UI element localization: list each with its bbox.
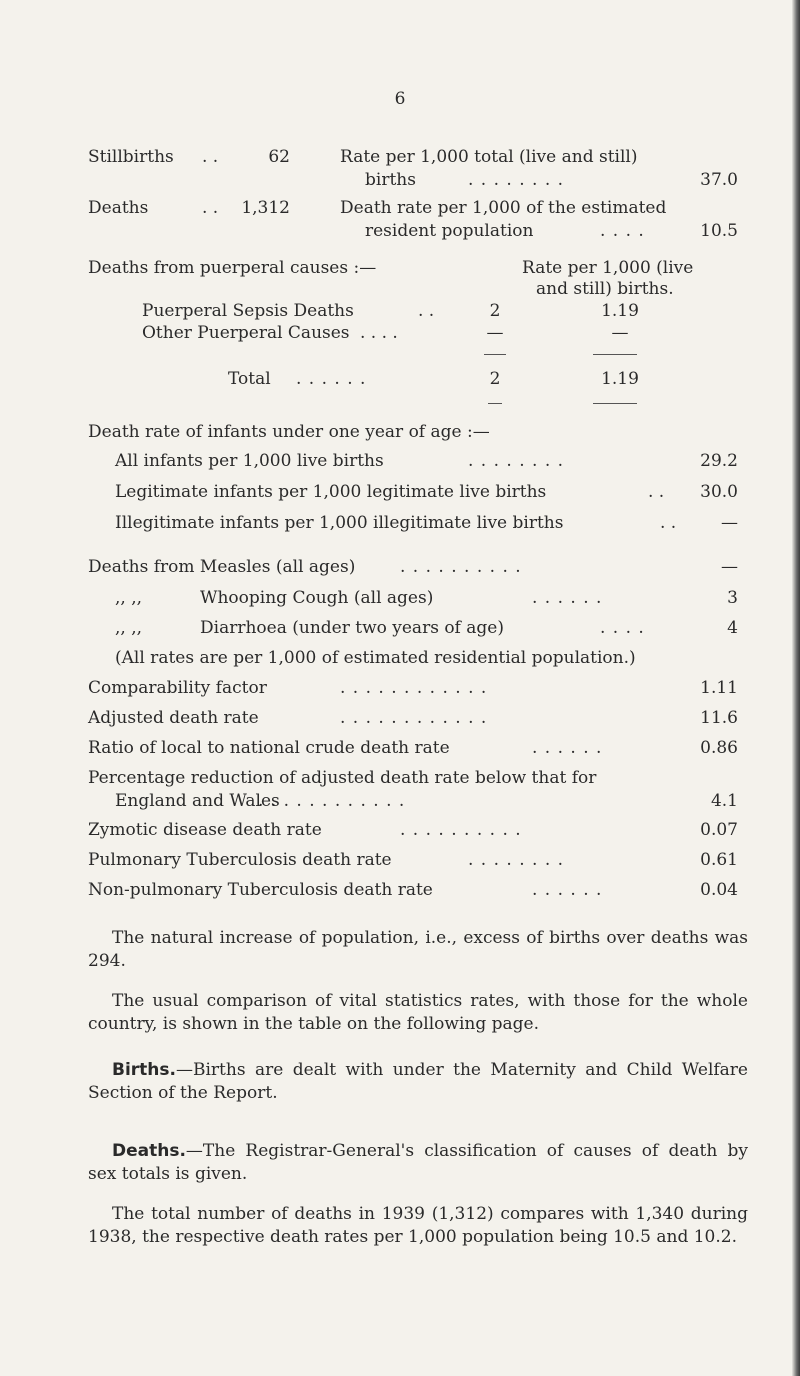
list-item-label: All infants per 1,000 live births — [115, 451, 384, 471]
stillbirths-rate-line2: births — [365, 170, 416, 190]
deaths-rate: 10.5 — [700, 221, 738, 241]
table-row-count: — — [486, 323, 504, 343]
leader-dots: . . . . . . — [532, 880, 603, 900]
table-row-count: 2 — [489, 301, 501, 321]
leader-dots: . . . . — [360, 323, 398, 343]
list-item-label: Zymotic disease death rate — [88, 820, 322, 840]
page-number: 6 — [394, 89, 406, 109]
ditto-marks: ,, ,, — [115, 588, 143, 608]
births-paragraph — [88, 1059, 748, 1105]
list-item-value: 1.11 — [700, 678, 738, 698]
leader-dots: . . . . . . — [532, 588, 603, 608]
divider — [593, 403, 637, 404]
stillbirths-rate: 37.0 — [700, 170, 738, 190]
ditto-marks: ,, ,, — [115, 618, 143, 638]
list-item-value: 11.6 — [700, 708, 738, 728]
table-row-rate: 1.19 — [601, 301, 639, 321]
list-item-label: Illegitimate infants per 1,000 illegitimate live births — [115, 513, 564, 533]
leader-dots: . . . . . . — [532, 738, 603, 758]
divider — [593, 354, 637, 355]
deaths-count: 1,312 — [241, 198, 290, 218]
leader-dots: . . — [202, 198, 219, 218]
leader-dots: . . . . — [600, 618, 645, 638]
divider — [484, 354, 506, 355]
section-heading: Births. — [112, 1060, 176, 1080]
leader-dots: . . . . . . . . . . — [400, 820, 522, 840]
infant-heading: Death rate of infants under one year of age :— — [88, 422, 490, 442]
list-item-value: 0.61 — [700, 850, 738, 870]
natural-increase-paragraph — [88, 927, 748, 973]
paragraph-text: The usual comparison of vital statistics rates, with those for the whole country, is shown in the table on the following page. — [88, 991, 748, 1034]
rate-header-line1: Rate per 1,000 (live — [522, 258, 694, 278]
list-item-label: Ratio of local to national crude death rate — [88, 738, 450, 758]
stillbirths-label: Stillbirths — [88, 147, 174, 167]
list-item-label: Diarrhoea (under two years of age) — [200, 618, 504, 638]
leader-dots: . . . . . . — [296, 369, 367, 389]
leader-dots: . . . . . . . . . . . . — [340, 708, 488, 728]
page-edge — [792, 0, 800, 1376]
list-item-value: — — [721, 557, 738, 577]
leader-dots: . . . . . . . . — [468, 850, 565, 870]
deaths-label: Deaths — [88, 198, 149, 218]
list-item-label: Adjusted death rate — [88, 708, 259, 728]
list-item-value: 0.04 — [700, 880, 738, 900]
list-item-value: 30.0 — [700, 482, 738, 502]
list-item-label: Comparability factor — [88, 678, 267, 698]
paragraph-text: The total number of deaths in 1939 (1,312) compares with 1,340 during 1938, the respective death rates per 1,000 population being 10.5 and 10.2. — [88, 1204, 748, 1247]
list-item-label: Legitimate infants per 1,000 legitimate live births — [115, 482, 547, 502]
leader-dots: . . . . . . . . . . . . — [340, 678, 488, 698]
table-row-label: Other Puerperal Causes — [142, 323, 350, 343]
leader-dots: . . — [648, 482, 665, 502]
total-label: Total — [228, 369, 271, 389]
list-item-value: 3 — [727, 588, 738, 608]
total-count: 2 — [489, 369, 501, 389]
leader-dots: . . — [660, 513, 677, 533]
paragraph-text: The natural increase of population, i.e., excess of births over deaths was 294. — [88, 928, 748, 971]
puerperal-heading: Deaths from puerperal causes :— — [88, 258, 377, 278]
list-item-label: Pulmonary Tuberculosis death rate — [88, 850, 392, 870]
rates-note: (All rates are per 1,000 of estimated residential population.) — [115, 648, 636, 668]
section-heading: Deaths. — [112, 1141, 186, 1161]
table-row-rate: — — [611, 323, 629, 343]
leader-dots: . . — [418, 301, 435, 321]
leader-dots: . . . . . . . . — [468, 170, 565, 190]
list-item-value: 0.07 — [700, 820, 738, 840]
percentage-line1: Percentage reduction of adjusted death rate below that for — [88, 768, 597, 788]
table-row-label: Puerperal Sepsis Deaths — [142, 301, 354, 321]
list-item-label: Deaths from Measles (all ages) — [88, 557, 356, 577]
total-rate: 1.19 — [601, 369, 639, 389]
stillbirths-count: 62 — [268, 147, 290, 167]
deaths-paragraph — [88, 1140, 748, 1186]
leader-dots: . . . . — [600, 221, 645, 241]
leader-dots: . . . . . . . . — [468, 451, 565, 471]
list-item-label: Non-pulmonary Tuberculosis death rate — [88, 880, 433, 900]
rate-header-line2: and still) births. — [536, 279, 674, 299]
list-item-value: 29.2 — [700, 451, 738, 471]
list-item-value: 4 — [727, 618, 738, 638]
total-deaths-paragraph — [88, 1203, 748, 1249]
list-item-label: Whooping Cough (all ages) — [200, 588, 434, 608]
deaths-rate-line2: resident population — [365, 221, 534, 241]
paragraph-text: —Births are dealt with under the Maternity and Child Welfare Section of the Report. — [88, 1060, 748, 1103]
percentage-line2: England and Wales — [115, 791, 280, 811]
stillbirths-rate-line1: Rate per 1,000 total (live and still) — [340, 147, 638, 167]
leader-dots: . . . . . . . . . . . . — [258, 791, 406, 811]
comparison-paragraph — [88, 990, 748, 1036]
divider — [488, 403, 502, 404]
percentage-value: 4.1 — [710, 791, 738, 811]
leader-dots: . . . . . . . . . . — [400, 557, 522, 577]
paragraph-text: —The Registrar-General's classification of causes of death by sex totals is given. — [88, 1141, 748, 1184]
deaths-rate-line1: Death rate per 1,000 of the estimated — [340, 198, 667, 218]
list-item-value: 0.86 — [700, 738, 738, 758]
list-item-value: — — [721, 513, 738, 533]
leader-dots: . . — [202, 147, 219, 167]
